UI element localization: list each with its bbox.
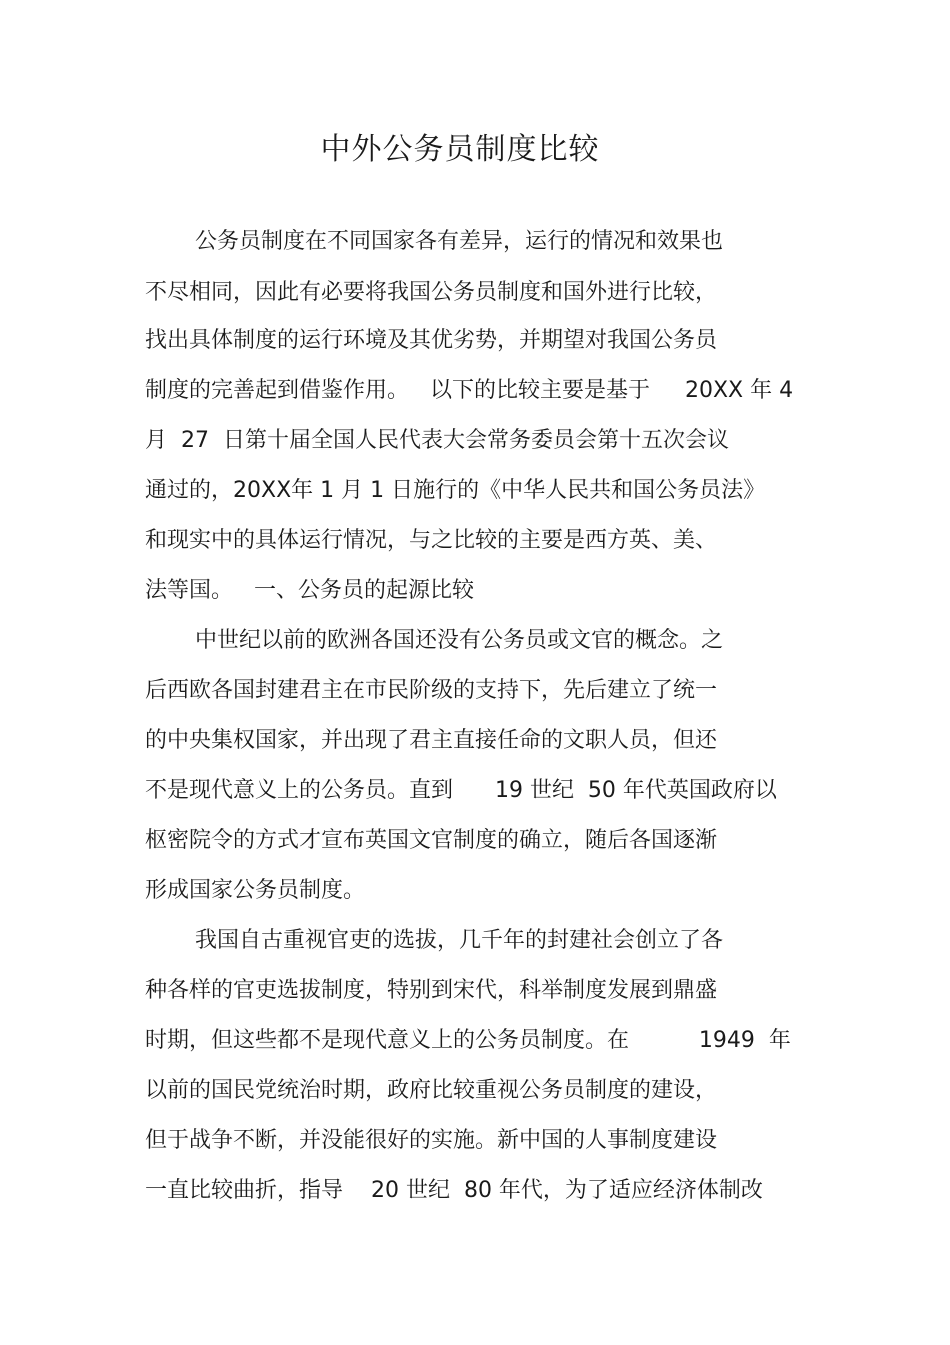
document-title: 中外公务员制度比较 (320, 132, 600, 167)
paragraph-line: 的中央集权国家，并出现了君主直接任命的文职人员，但还 (145, 728, 718, 753)
paragraph-line: 时期，但这些都不是现代意义上的公务员制度。在 1949 年 (145, 1028, 791, 1053)
paragraph-line: 不是现代意义上的公务员。直到 19 世纪 50 年代英国政府以 (145, 778, 777, 803)
paragraph-line: 形成国家公务员制度。 (145, 878, 366, 903)
paragraph-line: 但于战争不断，并没能很好的实施。新中国的人事制度建设 (145, 1128, 718, 1153)
paragraph-line: 中世纪以前的欧洲各国还没有公务员或文官的概念。之 (195, 628, 724, 653)
paragraph-line: 月 27 日第十届全国人民代表大会常务委员会第十五次会议 (145, 428, 729, 453)
paragraph-line: 后西欧各国封建君主在市民阶级的支持下，先后建立了统一 (145, 678, 718, 703)
paragraph-line: 不尽相同，因此有必要将我国公务员制度和国外进行比较， (145, 280, 718, 305)
paragraph-line: 通过的，20XX年 1 月 1 日施行的《中华人民共和国公务员法》 (145, 478, 766, 503)
paragraph-line: 制度的完善起到借鉴作用。 以下的比较主要是基于 20XX 年 4 (145, 378, 794, 403)
paragraph-line: 公务员制度在不同国家各有差异，运行的情况和效果也 (195, 229, 724, 254)
paragraph-line: 种各样的官吏选拔制度，特别到宋代，科举制度发展到鼎盛 (145, 978, 718, 1003)
paragraph-line: 一直比较曲折，指导 20 世纪 80 年代，为了适应经济体制改 (145, 1178, 763, 1203)
paragraph-line: 找出具体制度的运行环境及其优劣势，并期望对我国公务员 (145, 328, 718, 353)
paragraph-line: 法等国。 一、公务员的起源比较 (145, 578, 474, 603)
paragraph-line: 枢密院令的方式才宣布英国文官制度的确立，随后各国逐渐 (145, 828, 718, 853)
paragraph-line: 和现实中的具体运行情况，与之比较的主要是西方英、美、 (145, 528, 718, 553)
paragraph-line: 以前的国民党统治时期，政府比较重视公务员制度的建设， (145, 1078, 718, 1103)
paragraph-line: 我国自古重视官吏的选拔，几千年的封建社会创立了各 (195, 928, 724, 953)
